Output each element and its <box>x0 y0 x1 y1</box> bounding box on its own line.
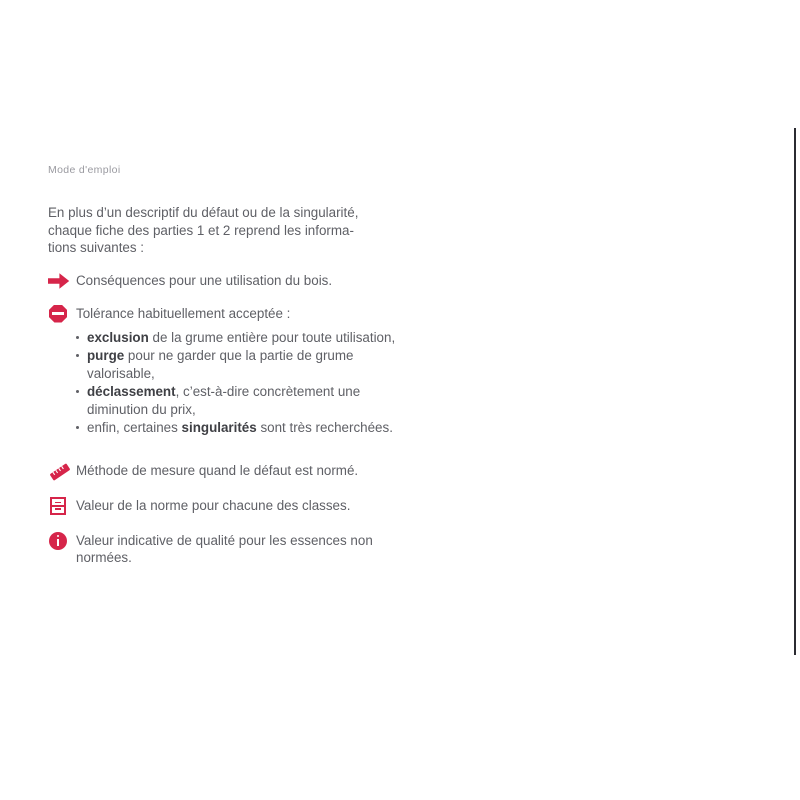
entry-indicative-value <box>48 531 388 567</box>
bullet-bold-term: déclassement <box>87 384 176 399</box>
bullet-bold-term: purge <box>87 348 125 363</box>
intro-line-3: tions suivantes : <box>48 240 145 255</box>
ruler-icon <box>48 462 76 482</box>
bullet-text-post: sont très recherchées. <box>256 420 393 435</box>
entry-norm-value <box>48 496 388 517</box>
section-label: Mode d'emploi <box>48 164 121 176</box>
bullet-bold-term: singularités <box>181 420 257 435</box>
arrow-right-icon <box>48 272 76 292</box>
classes-table-icon <box>48 497 76 517</box>
content-column <box>48 164 396 567</box>
entry-tolerance-text: Tolérance habituellement acceptée : <box>76 305 291 321</box>
intro-line-2: chaque fiche des parties 1 et 2 reprend les informa- <box>48 222 354 238</box>
bullet-text: , c’est-à-dire concrètement une diminution du prix, <box>87 384 361 417</box>
entry-indicative-line-1: Valeur indicative de qualité pour les essences non <box>76 532 373 548</box>
right-margin-rule <box>794 128 796 655</box>
intro-paragraph <box>48 204 378 257</box>
tolerance-bullet-list <box>48 329 401 437</box>
entry-measurement-method-text: Méthode de mesure quand le défaut est normé. <box>76 462 359 478</box>
list-item <box>76 329 401 347</box>
bullet-text-pre: enfin, certaines <box>87 420 182 435</box>
entry-tolerance <box>48 304 388 325</box>
intro-line-1: En plus d’un descriptif du défaut ou de la singularité, <box>48 205 359 220</box>
entry-norm-value-text: Valeur de la norme pour chacune des classes. <box>76 497 351 513</box>
no-entry-icon <box>48 305 76 325</box>
bullet-text: de la grume entière pour toute utilisation, <box>148 329 396 345</box>
entry-consequences <box>48 271 388 292</box>
info-circle-icon <box>48 532 76 552</box>
list-item <box>76 347 401 382</box>
entry-consequences-text: Conséquences pour une utilisation du bois. <box>76 272 333 288</box>
list-item <box>76 419 401 437</box>
entry-indicative-value-text <box>76 531 388 567</box>
bullet-text: pour ne garder que la partie de grume valorisable, <box>87 348 354 381</box>
list-item <box>76 383 401 418</box>
entry-measurement-method <box>48 461 388 482</box>
bullet-bold-term: exclusion <box>87 329 149 345</box>
entry-indicative-line-2: normées. <box>76 550 132 565</box>
